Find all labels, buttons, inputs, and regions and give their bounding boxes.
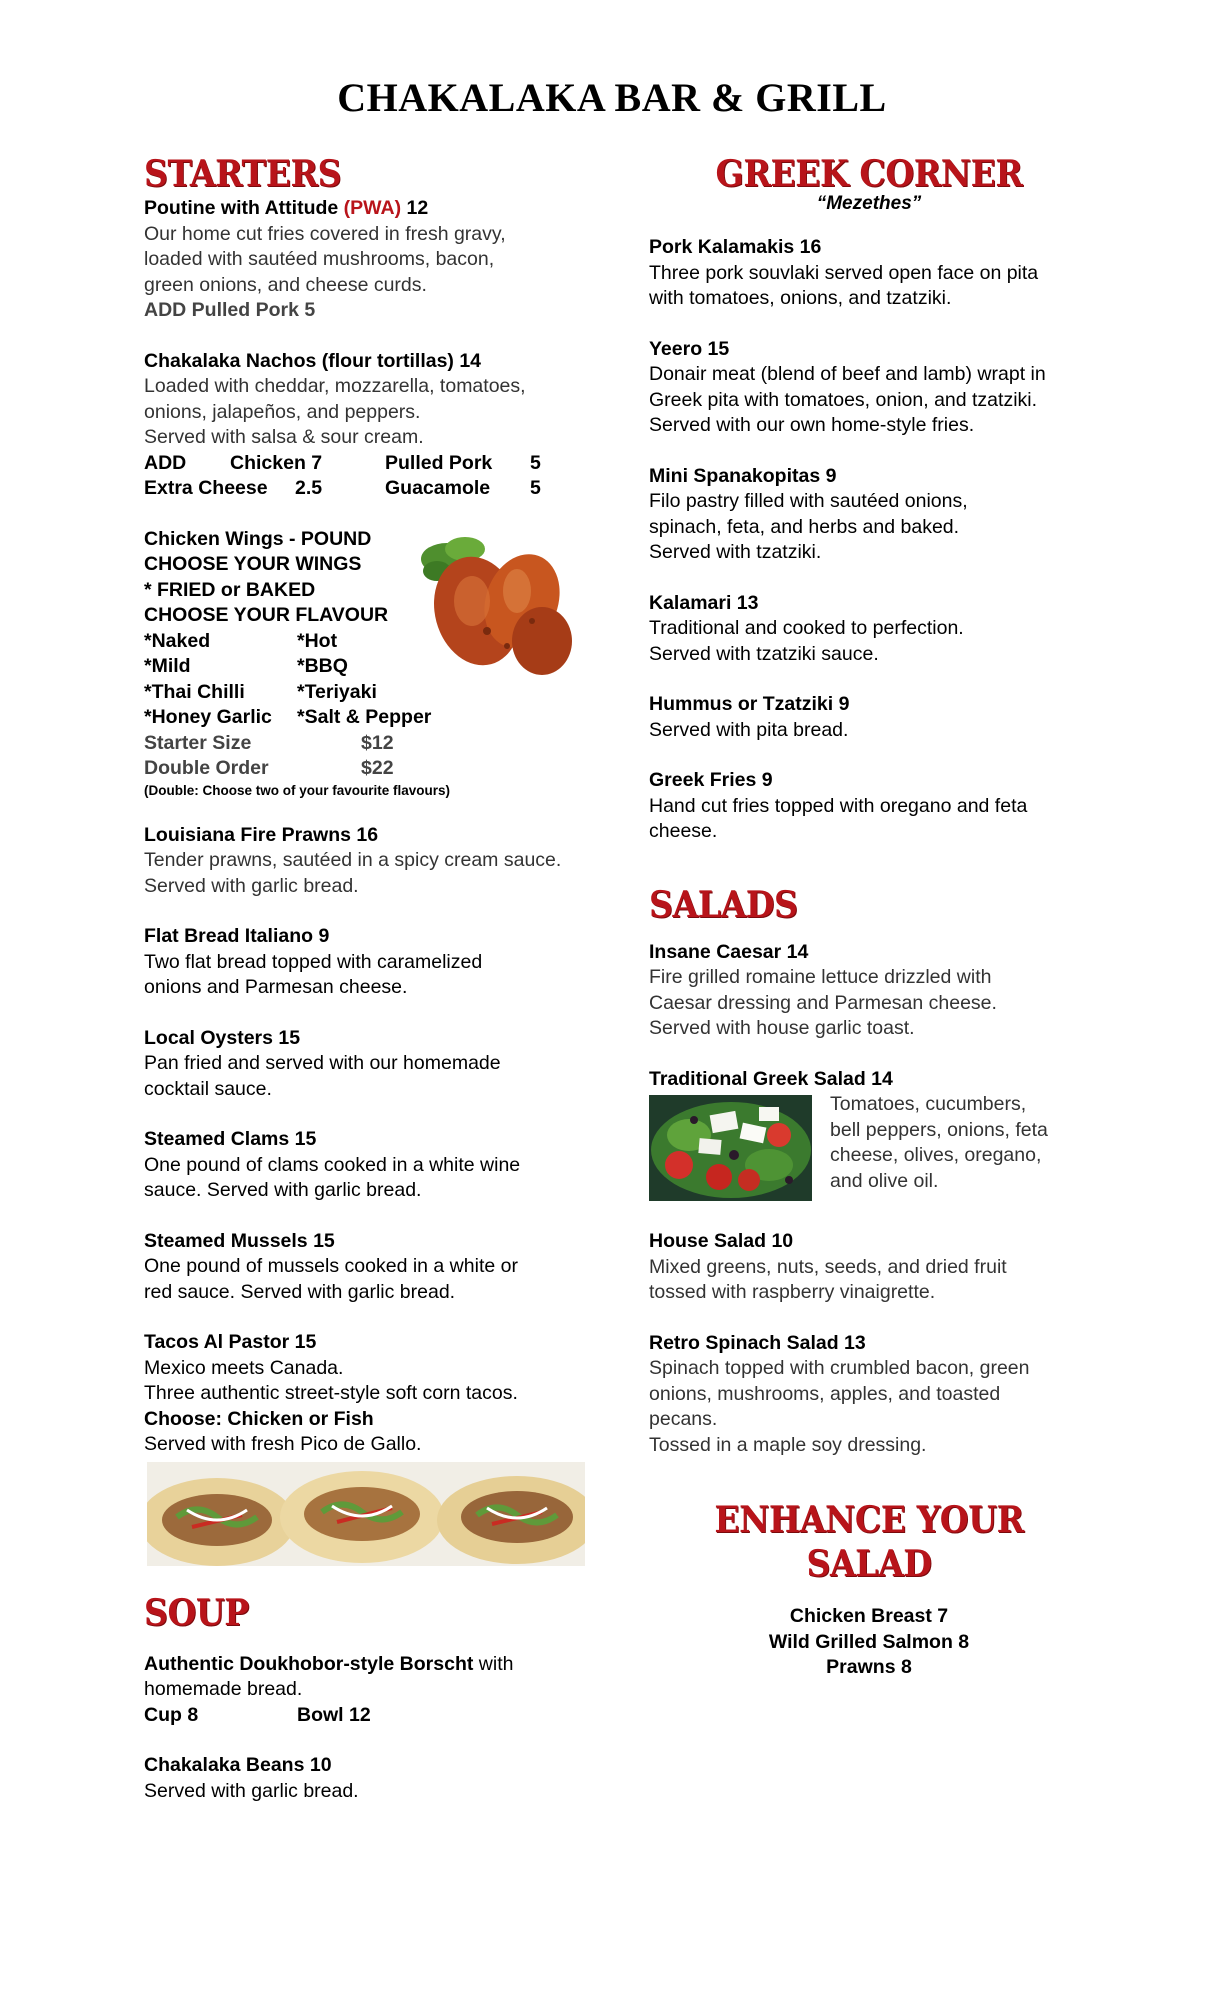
menu-item-wings [144,527,614,800]
item-desc: Served with our own home-style fries. [649,414,975,436]
item-desc: Fire grilled romaine lettuce drizzled with [649,966,992,988]
item-desc: pecans. [649,1408,718,1430]
item-name: Flat Bread Italiano 9 [144,925,330,947]
item-desc: Tomatoes, cucumbers, [830,1093,1027,1115]
item-desc: One pound of mussels cooked in a white or [144,1255,518,1277]
nachos-addons-row: ADD Chicken 7 Pulled Pork 5 [144,451,541,474]
menu-item-hummus [649,692,1089,743]
starters-heading: STARTERS [144,153,342,195]
item-desc: spinach, feta, and herbs and baked. [649,515,960,538]
item-desc: Filo pastry filled with sautéed onions, [649,490,968,512]
greek-tagline: “Mezethes” [816,193,922,214]
item-desc: cocktail sauce. [144,1077,272,1100]
menu-item-nachos [144,349,614,502]
item-desc: cheese, olives, oregano, [830,1144,1042,1166]
soup-heading: SOUP [144,1591,249,1634]
item-name: Mini Spanakopitas 9 [649,464,837,487]
item-desc: Traditional and cooked to perfection. [649,617,964,639]
item-desc: One pound of clams cooked in a white wine [144,1153,521,1176]
item-desc: Hand cut fries topped with oregano and feta [649,794,1028,817]
item-desc: Mixed greens, nuts, seeds, and dried fruit [649,1255,1007,1278]
item-desc: Our home cut fries covered in fresh gravy, [144,222,506,245]
wings-photo [417,531,577,679]
wings-option-line: CHOOSE YOUR FLAVOUR [144,604,389,626]
item-desc: bell peppers, onions, feta [830,1118,1048,1141]
item-desc: Served with tzatziki sauce. [649,642,879,665]
nachos-addons-row: Extra Cheese 2.5 Guacamole 5 [144,477,541,499]
item-desc: cheese. [649,820,718,842]
item-desc: onions and Parmesan cheese. [144,976,408,998]
restaurant-title: CHAKALAKA BAR & GRILL [337,75,887,120]
flavour-row: *Honey Garlic *Salt & Pepper [144,706,432,728]
item-name: Louisiana Fire Prawns 16 [144,823,379,846]
menu-item-clams [144,1127,614,1204]
tacos-photo [147,1462,585,1566]
menu-item-flatbread [144,924,614,1001]
greek-items [649,235,1089,845]
enhance-list [649,1604,1089,1681]
item-desc: tossed with raspberry vinaigrette. [649,1281,936,1303]
item-desc: green onions, and cheese curds. [144,273,427,296]
item-desc: red sauce. Served with garlic bread. [144,1280,456,1303]
item-desc: Three authentic street-style soft corn tacos. [144,1382,518,1404]
salads-heading: SALADS [649,883,798,926]
wings-size-row: Starter Size $12 [144,731,394,754]
item-name: Steamed Mussels 15 [144,1229,335,1252]
wings-option-line: CHOOSE YOUR WINGS [144,553,362,575]
wings-option-line: * FRIED or BAKED [144,578,316,601]
item-name: Yeero 15 [649,337,730,360]
item-name: Poutine with Attitude (PWA) 12 [144,197,429,219]
menu-item-oysters [144,1026,614,1103]
item-addon: ADD Pulled Pork 5 [144,299,316,321]
menu-item-kalamakis [649,235,1089,312]
item-name: Retro Spinach Salad 13 [649,1331,866,1354]
item-name: Traditional Greek Salad 14 [649,1067,893,1090]
item-desc: Served with house garlic toast. [649,1017,915,1039]
item-desc: Served with garlic bread. [144,1779,359,1802]
menu-item-spanakopitas [649,464,1089,566]
menu-item-mussels [144,1229,614,1306]
item-name: Pork Kalamakis 16 [649,236,822,258]
greek-salad-photo [649,1095,812,1201]
item-desc: Two flat bread topped with caramelized [144,950,483,973]
item-name: Chicken Wings - POUND [144,527,372,550]
soup-size-row: Cup 8 Bowl 12 [144,1703,371,1726]
item-desc: homemade bread. [144,1678,303,1700]
item-desc: Tender prawns, sautéed in a spicy cream sauce. [144,849,562,871]
item-desc: Caesar dressing and Parmesan cheese. [649,991,997,1014]
item-desc: onions, jalapeños, and peppers. [144,400,421,423]
item-desc: and olive oil. [830,1169,939,1192]
item-name: Hummus or Tzatziki 9 [649,693,850,715]
item-name: Steamed Clams 15 [144,1128,317,1150]
item-desc: with tomatoes, onions, and tzatziki. [649,287,952,309]
item-desc: Donair meat (blend of beef and lamb) wrapt in [649,363,1046,385]
item-desc: Greek pita with tomatoes, onion, and tzatziki. [649,388,1038,411]
item-desc: Served with garlic bread. [144,874,359,897]
item-desc: onions, mushrooms, apples, and toasted [649,1382,1001,1405]
item-desc: Served with salsa & sour cream. [144,426,424,448]
item-desc: sauce. Served with garlic bread. [144,1179,422,1201]
item-name: Local Oysters 15 [144,1026,301,1049]
enhance-heading: ENHANCE YOUR SALAD [714,1499,1024,1585]
item-name: Chakalaka Nachos (flour tortillas) 14 [144,349,482,372]
item-desc: Pan fried and served with our homemade [144,1052,501,1074]
flavour-row: *Naked *Hot [144,629,338,652]
item-name: House Salad 10 [649,1230,794,1252]
item-name: Insane Caesar 14 [649,940,809,963]
menu-item-beans [144,1753,614,1804]
item-desc: Three pork souvlaki served open face on pita [649,261,1039,284]
enhance-item: Chicken Breast 7 [789,1605,949,1627]
item-name: Chakalaka Beans 10 [144,1754,332,1776]
item-name: Greek Fries 9 [649,769,773,791]
item-desc: Served with pita bread. [649,718,849,741]
item-desc: loaded with sautéed mushrooms, bacon, [144,248,495,270]
item-name: Authentic Doukhobor-style Borscht with [144,1652,514,1675]
flavour-row: *Thai Chilli *Teriyaki [144,680,377,703]
item-desc: Loaded with cheddar, mozzarella, tomatoes, [144,375,526,397]
menu-item-greek-fries [649,768,1089,845]
enhance-item: Prawns 8 [826,1656,912,1678]
right-column [649,152,1089,1681]
greek-corner-heading: GREEK CORNER [715,153,1023,195]
item-desc: Served with tzatziki. [649,541,822,563]
tacos-choice: Choose: Chicken or Fish [144,1407,374,1430]
menu-item-tacos [144,1330,614,1566]
item-name: Tacos Al Pastor 15 [144,1331,317,1353]
wings-size-row: Double Order $22 [144,757,394,779]
menu-item-yeero [649,337,1089,439]
wings-note: (Double: Choose two of your favourite flavours) [144,782,451,798]
left-column [144,152,614,1804]
item-desc: Spinach topped with crumbled bacon, green [649,1357,1030,1379]
item-desc: Mexico meets Canada. [144,1356,344,1379]
enhance-item: Wild Grilled Salmon 8 [768,1630,970,1653]
menu-item-borscht [144,1652,614,1729]
menu-item-house-salad [649,1229,1089,1306]
menu-item-poutine [144,196,614,324]
flavour-row: *Mild *BBQ [144,655,348,677]
item-name: Kalamari 13 [649,591,759,614]
item-desc: Served with fresh Pico de Gallo. [144,1433,422,1455]
menu-item-greek-salad [649,1067,1089,1202]
menu-item-prawns [144,823,614,900]
menu-item-kalamari [649,591,1089,668]
item-desc: Tossed in a maple soy dressing. [649,1433,927,1456]
menu-item-spinach-salad [649,1331,1089,1459]
menu-item-caesar [649,940,1089,1042]
